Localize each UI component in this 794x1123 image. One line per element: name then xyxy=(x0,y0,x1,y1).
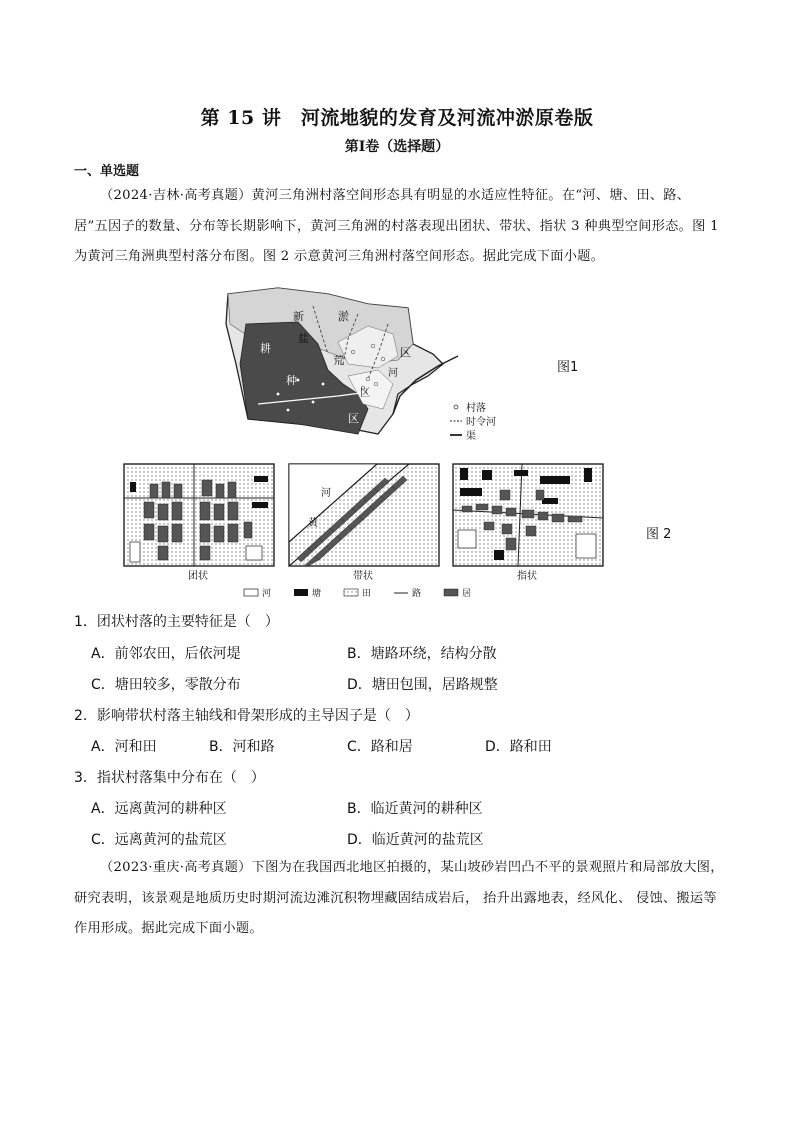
question-2-option-c[interactable]: C．路和居 xyxy=(347,739,413,755)
question-2-option-b[interactable]: B．河和路 xyxy=(209,739,275,755)
passage-1: （2024·吉林·高考真题）黄河三角洲村落空间形态具有明显的水适应性特征。在“河、塘、田、路、居”五因子的数量、分布等长期影响下，黄河三角洲的村落表现出团状、带状、指状 3 种典型空间形态。图 1 为黄河三角洲典型村落分布图。图 2 示意黄河三角洲村落空间形态。据此完成下面小题。 xyxy=(74,188,719,264)
legend-road: 路 xyxy=(412,589,422,599)
question-1-stem: 1．团状村落的主要特征是（ ） xyxy=(74,614,279,630)
question-3-option-c[interactable]: C．远离黄河的盐荒区 xyxy=(91,832,227,848)
passage-2: （2023·重庆·高考真题）下图为在我国西北地区拍摄的，某山坡砂岩凹凸不平的景观照片和局部放大图，研究表明，该景观是地质历史时期河流边滩沉积物埋藏固结成岩后， 抬升出露地表，经风化、 侵蚀、搬运等作用形成。据此完成下面小题。 xyxy=(74,860,724,936)
question-3-option-b[interactable]: B．临近黄河的耕种区 xyxy=(347,801,483,817)
question-1-option-a[interactable]: A．前邻农田，后依河堤 xyxy=(91,646,241,662)
question-1-option-d[interactable]: D．塘田包围，居路规整 xyxy=(347,677,498,693)
panel-label-finger: 指状 xyxy=(517,571,537,582)
map-char: 耕 xyxy=(260,342,271,355)
question-2-option-a[interactable]: A．河和田 xyxy=(91,739,157,755)
page-title: 第 15 讲 河流地貌的发育及河流冲淤原卷版 xyxy=(200,107,594,129)
legend-pond: 塘 xyxy=(312,589,322,599)
question-3-option-d[interactable]: D．临近黄河的盐荒区 xyxy=(347,832,484,848)
panel-finger xyxy=(453,464,603,566)
river-char-he: 河 xyxy=(321,488,331,499)
legend-residence: 居 xyxy=(462,589,472,599)
legend-seasonal-river: 时令河 xyxy=(466,417,496,428)
page-subtitle: 第Ⅰ卷（选择题） xyxy=(344,139,450,155)
legend-canal: 渠 xyxy=(466,431,476,442)
question-1-option-c[interactable]: C．塘田较多，零散分布 xyxy=(91,677,241,693)
river-char-huang: 黄 xyxy=(308,518,318,529)
legend-field: 田 xyxy=(362,589,372,599)
map-char: 区 xyxy=(360,388,370,399)
map-char: 区 xyxy=(348,412,359,425)
legend-river: 河 xyxy=(262,589,272,599)
question-3-option-a[interactable]: A．远离黄河的耕种区 xyxy=(91,801,227,817)
question-1-option-b[interactable]: B．塘路环绕，结构分散 xyxy=(347,646,497,662)
question-2-option-d[interactable]: D．路和田 xyxy=(485,739,552,755)
map-char: 淤 xyxy=(338,310,349,323)
map-char: 河 xyxy=(388,368,398,379)
section-heading: 一、单选题 xyxy=(74,164,140,179)
map-char: 荒 xyxy=(333,354,344,367)
legend-village: 村落 xyxy=(466,403,486,414)
figure-1-label: 图1 xyxy=(557,360,579,375)
map-char: 盐 xyxy=(298,332,309,345)
question-2-stem: 2．影响带状村落主轴线和骨架形成的主导因子是（ ） xyxy=(74,708,419,724)
map-char: 区 xyxy=(400,346,411,359)
panel-belt xyxy=(289,464,439,566)
question-3-stem: 3．指状村落集中分布在（ ） xyxy=(74,770,265,786)
figure-2-label: 图 2 xyxy=(646,527,672,542)
map-char: 新 xyxy=(293,310,304,323)
figure-2-legend xyxy=(244,587,471,599)
figure-1-legend xyxy=(448,400,528,442)
map-char: 种 xyxy=(286,374,297,387)
panel-cluster xyxy=(124,464,274,566)
figure-2-panels xyxy=(122,462,606,602)
panel-label-belt: 带状 xyxy=(353,571,373,582)
panel-label-cluster: 团状 xyxy=(188,571,208,582)
